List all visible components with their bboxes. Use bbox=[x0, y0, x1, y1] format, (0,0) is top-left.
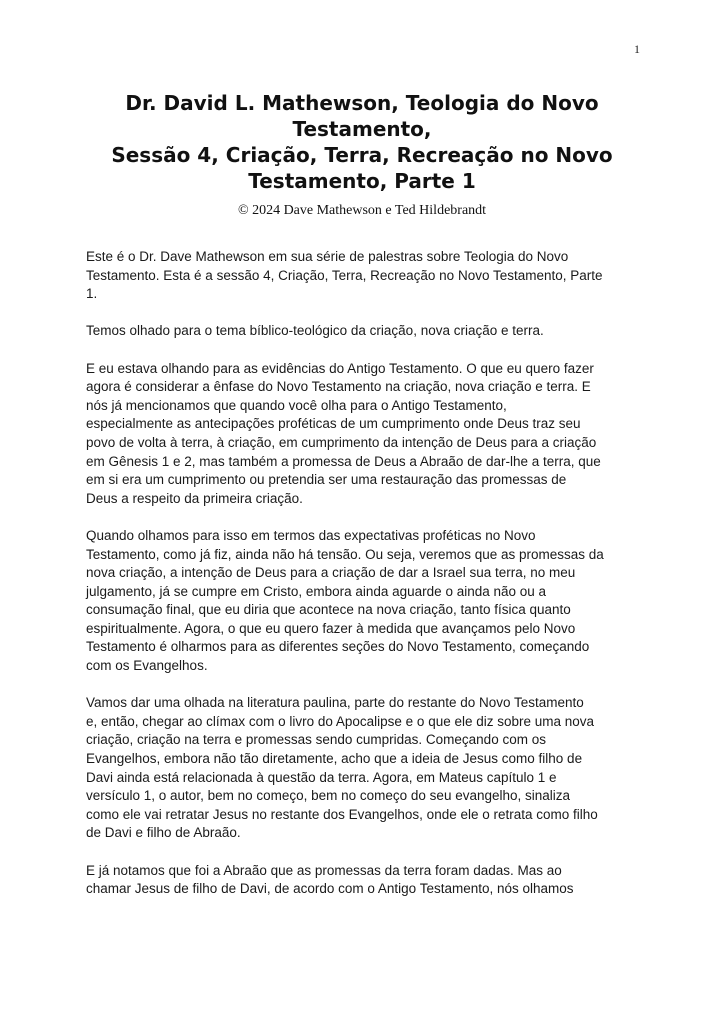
text-line: de Davi e filho de Abraão. bbox=[86, 825, 241, 841]
paragraph bbox=[86, 527, 646, 676]
text-line: consumação final, que eu diria que acontece na nova criação, tanto física quanto bbox=[86, 602, 571, 618]
title-line: Testamento, bbox=[292, 117, 432, 141]
text-line: E eu estava olhando para as evidências do Antigo Testamento. O que eu quero fazer bbox=[86, 360, 594, 376]
text-line: Quando olhamos para isso em termos das expectativas proféticas no Novo bbox=[86, 527, 536, 543]
page-number: 1 bbox=[634, 42, 640, 56]
text-line: em si era um cumprimento ou pretendia ser uma restauração das promessas de bbox=[86, 472, 567, 488]
paragraph bbox=[86, 862, 646, 899]
text-line: e, então, chegar ao clímax com o livro do Apocalipse e o que ele diz sobre uma nova bbox=[86, 713, 595, 729]
text-line: nós já mencionamos que quando você olha para o Antigo Testamento, bbox=[86, 397, 507, 413]
text-line: 1. bbox=[86, 286, 98, 302]
text-line: Temos olhado para o tema bíblico-teológico da criação, nova criação e terra. bbox=[86, 323, 544, 339]
text-line: como ele vai retratar Jesus no restante dos Evangelhos, onde ele o retrata como filho bbox=[86, 806, 598, 822]
text-line: versículo 1, o autor, bem no começo, bem no começo do seu evangelho, sinaliza bbox=[86, 788, 571, 804]
text-line: especialmente as antecipações proféticas de um cumprimento onde Deus traz seu bbox=[86, 416, 581, 432]
copyright-line: © 2024 Dave Mathewson e Ted Hildebrandt bbox=[237, 203, 487, 218]
text-line: chamar Jesus de filho de Davi, de acordo com o Antigo Testamento, nós olhamos bbox=[86, 881, 574, 897]
text-line: Este é o Dr. Dave Mathewson em sua série de palestras sobre Teologia do Novo bbox=[86, 249, 569, 264]
text-line: julgamento, já se cumpre em Cristo, embora ainda aguarde o ainda não ou a bbox=[86, 583, 547, 599]
paragraph bbox=[86, 248, 646, 304]
text-line: Deus a respeito da primeira criação. bbox=[86, 490, 303, 506]
paragraph bbox=[86, 360, 646, 509]
text-line: Evangelhos, embora não tão diretamente, acho que a ideia de Jesus como filho de bbox=[86, 751, 583, 767]
title-line: Testamento, Parte 1 bbox=[248, 169, 476, 193]
document-title bbox=[84, 90, 640, 194]
text-line: nova criação, a intenção de Deus para a criação de dar a Israel sua terra, no meu bbox=[86, 565, 576, 581]
text-line: em Gênesis 1 e 2, mas também a promessa de Deus a Abraão de dar-lhe a terra, que bbox=[86, 453, 601, 469]
paragraph bbox=[86, 322, 646, 341]
text-line: Davi ainda está relacionada à questão da terra. Agora, em Mateus capítulo 1 e bbox=[86, 769, 557, 785]
text-line: agora é considerar a ênfase do Novo Testamento na criação, nova criação e terra. E bbox=[86, 379, 591, 395]
title-line: Sessão 4, Criação, Terra, Recreação no Novo bbox=[111, 143, 613, 167]
text-line: Vamos dar uma olhada na literatura paulina, parte do restante do Novo Testamento bbox=[86, 695, 584, 711]
title-line: Dr. David L. Mathewson, Teologia do Novo bbox=[125, 91, 599, 115]
text-line: Testamento. Esta é a sessão 4, Criação, Terra, Recreação no Novo Testamento, Parte bbox=[86, 267, 603, 283]
text-line: povo de volta à terra, à criação, em cumprimento da intenção de Deus para a criação bbox=[86, 434, 597, 450]
text-line: criação, criação na terra e promessas sendo cumpridas. Começando com os bbox=[86, 732, 546, 748]
paragraph bbox=[86, 694, 646, 843]
text-line: E já notamos que foi a Abraão que as promessas da terra foram dadas. Mas ao bbox=[86, 862, 562, 878]
text-line: espiritualmente. Agora, o que eu quero fazer à medida que avançamos pelo Novo bbox=[86, 620, 576, 636]
body-text bbox=[86, 248, 646, 917]
text-line: Testamento é olharmos para as diferentes seções do Novo Testamento, começando bbox=[86, 639, 590, 655]
text-line: Testamento, como já fiz, ainda não há tensão. Ou seja, veremos que as promessas da bbox=[86, 546, 604, 562]
text-line: com os Evangelhos. bbox=[86, 658, 208, 674]
